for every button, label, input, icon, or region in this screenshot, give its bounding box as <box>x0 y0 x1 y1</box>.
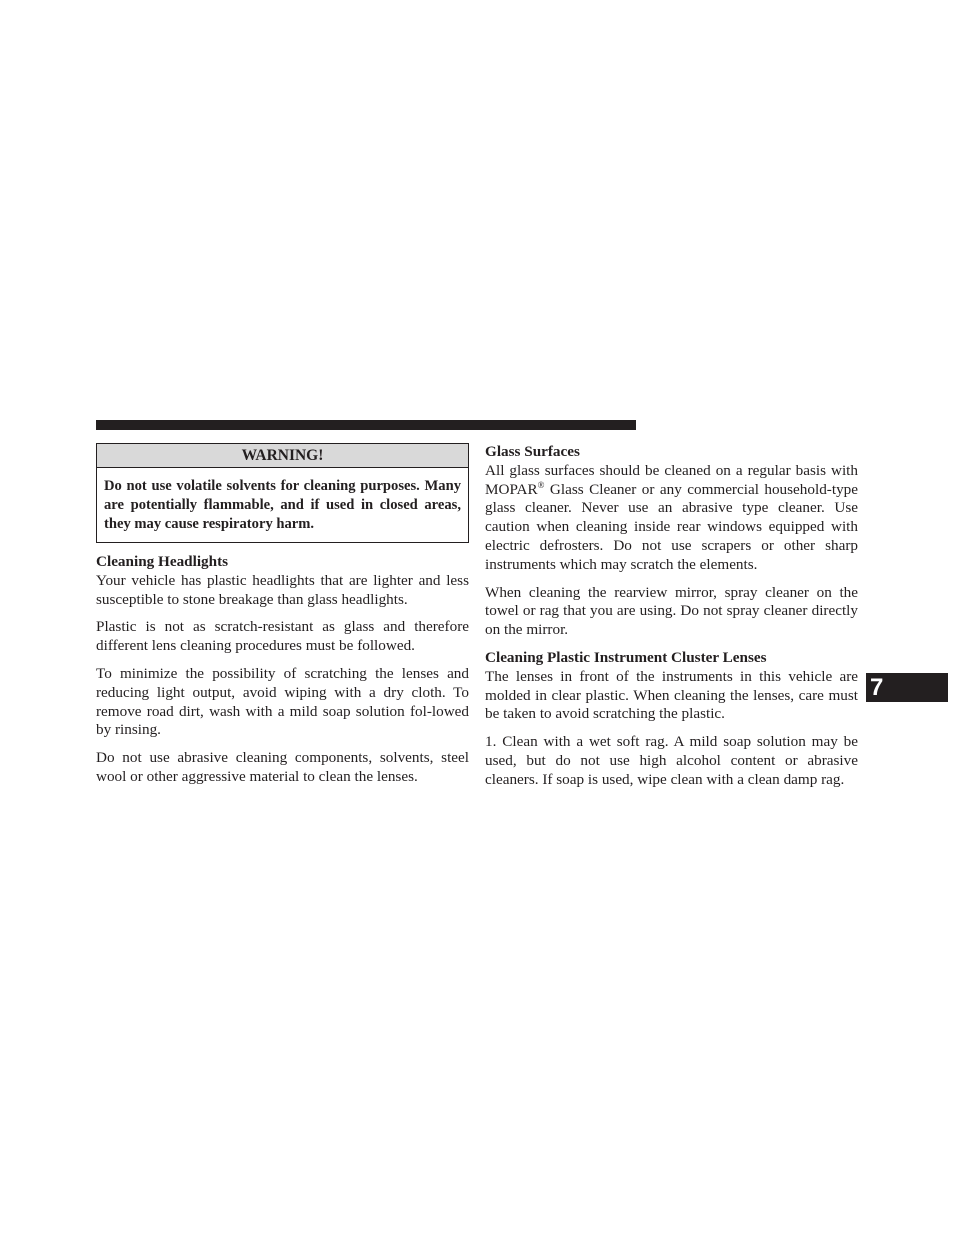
lenses-paragraph: The lenses in front of the instruments in this vehicle are molded in clear plastic. When cleaning the lenses, care must be taken to avoid scratching the plastic. <box>485 667 858 723</box>
glass-surfaces-section <box>485 443 858 640</box>
cleaning-headlights-heading: Cleaning Headlights <box>96 553 229 570</box>
left-column <box>96 443 469 796</box>
glass-surfaces-heading: Glass Surfaces <box>485 443 580 460</box>
headlights-paragraph: Your vehicle has plastic headlights that are lighter and less susceptible to stone breakage than glass headlights. <box>96 571 469 608</box>
warning-title: WARNING! <box>97 444 468 468</box>
registered-mark: ® <box>537 479 545 490</box>
glass-text-before: All glass surfaces should be cleaned on a regular basis with MOPAR <box>485 461 858 498</box>
headlights-paragraph: Plastic is not as scratch-resistant as glass and therefore different lens cleaning procedures must be followed. <box>96 618 469 655</box>
cleaning-headlights-section <box>96 553 469 787</box>
warning-text: Do not use volatile solvents for cleaning purposes. Many are potentially flammable, and if used in closed areas, they may cause respiratory harm. <box>104 478 461 532</box>
warning-box <box>96 443 469 543</box>
cluster-lenses-section <box>485 649 858 790</box>
section-top-rule <box>96 420 636 430</box>
chapter-tab: 7 <box>866 673 948 702</box>
mirror-paragraph: When cleaning the rearview mirror, spray cleaner on the towel or rag that you are using. Do not spray cleaner directly on the mirror. <box>485 583 858 639</box>
glass-text-after: Glass Cleaner or any commercial household-type glass cleaner. Never use an abrasive type cleaner. Use caution when cleaning inside rear windows equipped with electric defrosters. Do not use scrapers or other sharp instruments which may scratch the elements. <box>485 480 858 573</box>
headlights-paragraph: Do not use abrasive cleaning components, solvents, steel wool or other aggressive material to clean the lenses. <box>96 749 469 785</box>
right-column <box>485 443 858 799</box>
headlights-paragraph: To minimize the possibility of scratching the lenses and reducing light output, avoid wiping with a dry cloth. To remove road dirt, wash with a mild soap solution fol-lowed by rinsing. <box>96 664 469 739</box>
glass-paragraph <box>485 462 858 575</box>
cluster-lenses-heading: Cleaning Plastic Instrument Cluster Lenses <box>485 648 767 666</box>
lenses-step-paragraph: 1. Clean with a wet soft rag. A mild soap solution may be used, but do not use high alcohol content or abrasive cleaners. If soap is used, wipe clean with a clean damp rag. <box>485 733 858 788</box>
